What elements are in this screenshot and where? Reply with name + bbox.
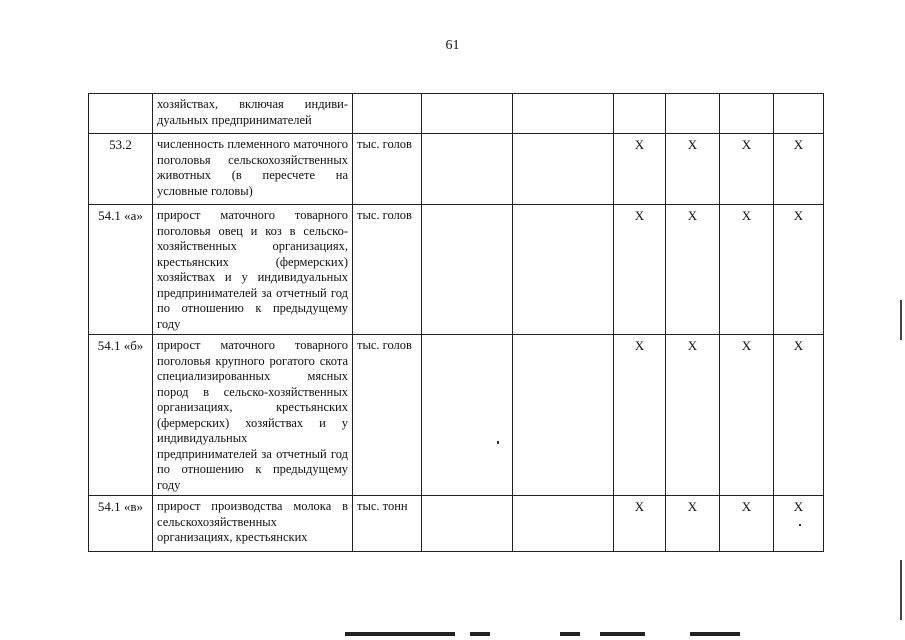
value-cell xyxy=(513,496,614,552)
row-number: 54.1 «а» xyxy=(89,205,153,335)
mark-cell: X xyxy=(614,496,666,552)
scan-bottom-bar xyxy=(345,632,455,636)
indicator-table xyxy=(88,93,824,552)
scan-speck xyxy=(799,524,801,526)
mark-cell: X xyxy=(774,134,824,205)
indicator-name: прирост маточного товарного поголовья крупного рогатого скота специализированных мясных пород в сельско-хозяйственных организациях, крестьянских (фермерских) хозяйствах и у индивидуальных предпринимателей за отчетный год по отношению к предыдущему году xyxy=(153,335,353,496)
mark-cell xyxy=(666,94,720,134)
indicator-name: прирост производства молока в сельскохозяйственных организациях, крестьянских xyxy=(153,496,353,552)
indicator-name: хозяйствах, включая индиви-дуальных предпринимателей xyxy=(153,94,353,134)
value-cell xyxy=(422,496,513,552)
mark-cell: X xyxy=(666,134,720,205)
mark-cell xyxy=(614,94,666,134)
unit-cell: тыс. голов xyxy=(353,205,422,335)
row-number: 54.1 «в» xyxy=(89,496,153,552)
scan-bottom-bar xyxy=(470,632,490,636)
scan-edge-mark xyxy=(900,300,902,340)
mark-cell: X xyxy=(614,335,666,496)
unit-cell xyxy=(353,94,422,134)
value-cell xyxy=(422,205,513,335)
value-cell xyxy=(422,134,513,205)
value-cell xyxy=(513,205,614,335)
mark-cell: X xyxy=(720,335,774,496)
value-cell xyxy=(513,94,614,134)
table-row xyxy=(89,335,824,496)
unit-cell: тыс. голов xyxy=(353,335,422,496)
table-row xyxy=(89,496,824,552)
value-cell xyxy=(513,134,614,205)
page-number: 61 xyxy=(445,38,460,53)
mark-cell xyxy=(774,94,824,134)
mark-cell: X xyxy=(666,335,720,496)
value-cell xyxy=(513,335,614,496)
row-number xyxy=(89,94,153,134)
value-cell xyxy=(422,335,513,496)
table-row xyxy=(89,94,824,134)
row-number: 53.2 xyxy=(89,134,153,205)
table-row xyxy=(89,205,824,335)
mark-cell: X xyxy=(614,205,666,335)
indicator-name: численность племенного маточного поголовья сельскохозяйственных животных (в пересчете на условные головы) xyxy=(153,134,353,205)
mark-cell: X xyxy=(774,496,824,552)
scan-bottom-bar xyxy=(690,632,740,636)
mark-cell: X xyxy=(614,134,666,205)
scan-bottom-bar xyxy=(600,632,645,636)
mark-cell: X xyxy=(720,496,774,552)
mark-cell: X xyxy=(666,496,720,552)
scan-edge-mark xyxy=(900,560,902,620)
table-row xyxy=(89,134,824,205)
scan-bottom-bar xyxy=(560,632,580,636)
mark-cell: X xyxy=(774,205,824,335)
mark-cell: X xyxy=(774,335,824,496)
row-number: 54.1 «б» xyxy=(89,335,153,496)
mark-cell: X xyxy=(720,205,774,335)
indicator-name: прирост маточного товарного поголовья овец и коз в сельско-хозяйственных организациях, крестьянских (фермерских) хозяйствах и у индивидуальных предпринимателей за отчетный год по отношению к предыдущему году xyxy=(153,205,353,335)
scan-speck xyxy=(497,441,499,444)
unit-cell: тыс. голов xyxy=(353,134,422,205)
unit-cell: тыс. тонн xyxy=(353,496,422,552)
mark-cell: X xyxy=(720,134,774,205)
value-cell xyxy=(422,94,513,134)
mark-cell xyxy=(720,94,774,134)
mark-cell: X xyxy=(666,205,720,335)
